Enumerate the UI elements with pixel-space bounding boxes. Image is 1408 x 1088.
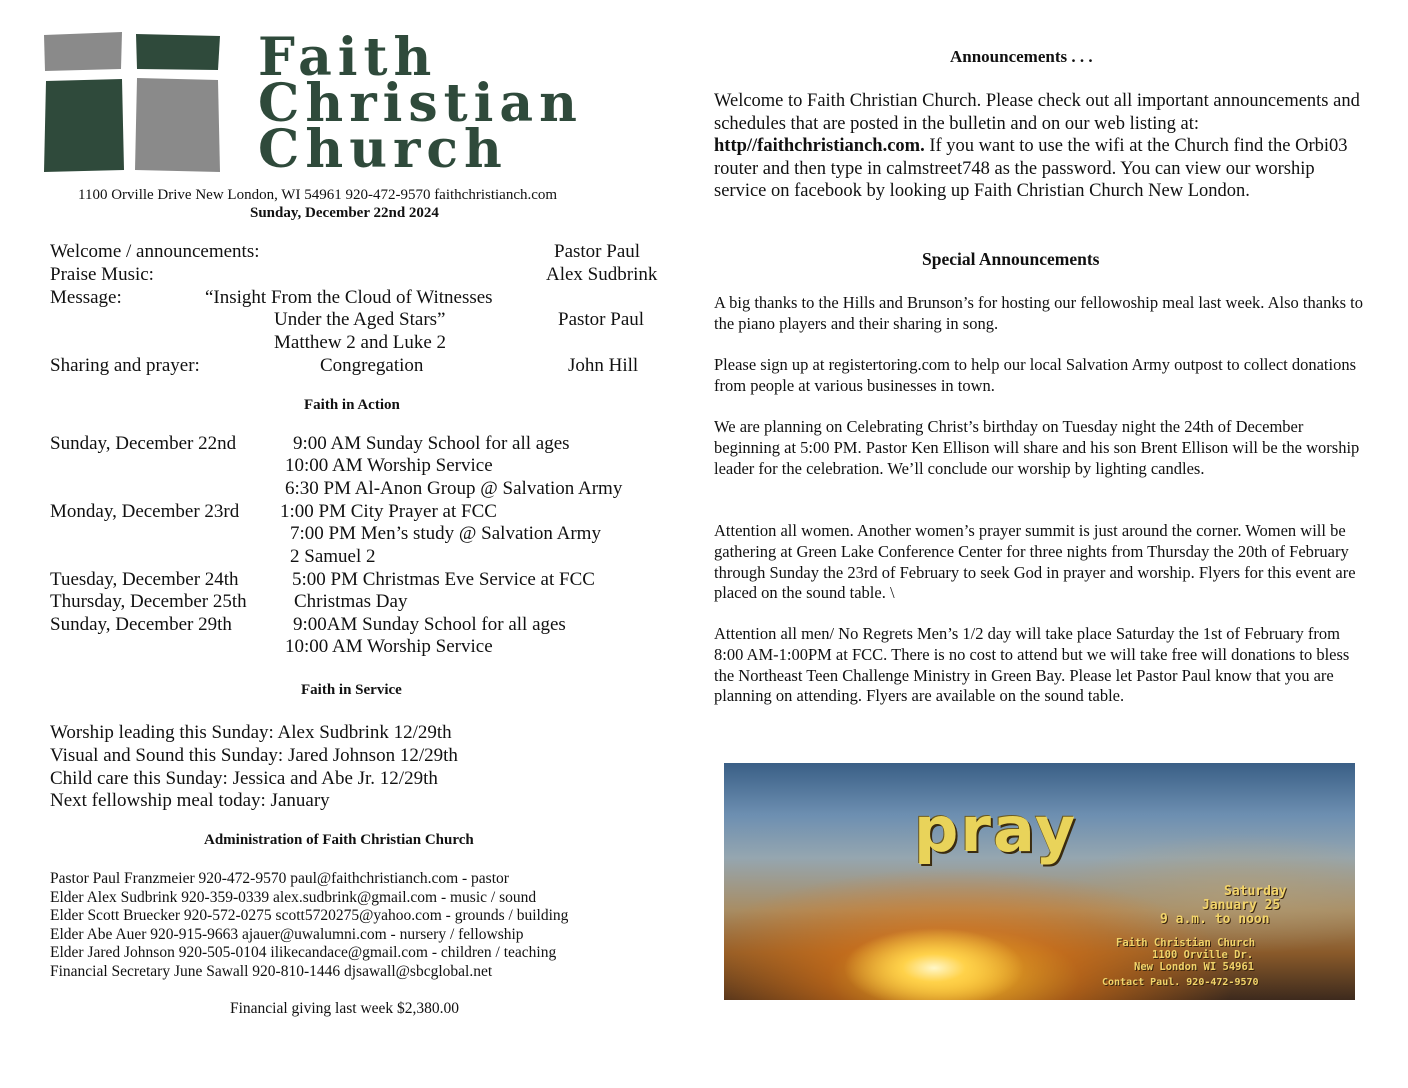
banner-time: 9 a.m. to noon	[1160, 912, 1270, 927]
logo-word-christian: Christian	[258, 73, 583, 134]
welcome-leader: Pastor Paul	[554, 241, 641, 262]
banner-day: Saturday	[1224, 884, 1287, 899]
admin-contact: Pastor Paul Franzmeier 920-472-9570 paul@faithchristianch.com - pastor	[50, 870, 509, 887]
faith-in-service-heading: Faith in Service	[301, 682, 402, 698]
admin-contact: Financial Secretary June Sawall 920-810-1446 djsawall@sbcglobal.net	[50, 963, 493, 980]
message-title-line1: “Insight From the Cloud of Witnesses	[205, 287, 493, 308]
faith-in-action-heading: Faith in Action	[304, 397, 400, 413]
sharing-label: Sharing and prayer:	[50, 355, 200, 376]
message-label: Message:	[50, 287, 122, 308]
schedule-event: 10:00 AM Worship Service	[285, 636, 493, 657]
welcome-text: Welcome to Faith Christian Church. Please check out all important announcements and schedules that are posted in the bulletin and on our web listing at:	[714, 91, 1360, 134]
banner-org: Faith Christian Church	[1116, 937, 1256, 949]
church-address: 1100 Orville Drive New London, WI 54961 920-472-9570 faithchristianch.com	[78, 187, 558, 203]
welcome-paragraph	[714, 90, 1364, 203]
logo-word-faith: Faith	[258, 27, 438, 88]
admin-contact: Elder Jared Johnson 920-505-0104 ilikecandace@gmail.com - children / teaching	[50, 944, 557, 961]
banner-street: 1100 Orville Dr.	[1152, 949, 1254, 961]
admin-contact: Elder Alex Sudbrink 920-359-0339 alex.sudbrink@gmail.com - music / sound	[50, 889, 537, 906]
announcement-mens-day: Attention all men/ No Regrets Men’s 1/2 day will take place Saturday the 1st of February from 8:00 AM-1:00PM at FCC. There is no cost to attend but we will take free will donations to bless the Northeast Teen Challenge Ministry in Green Bay. Please let Pastor Paul know that you are planning on attending. Flyers are available on the sound table.	[714, 624, 1350, 706]
schedule-event: 10:00 AM Worship Service	[285, 455, 493, 476]
schedule-day: Sunday, December 29th	[50, 614, 232, 635]
schedule-day: Tuesday, December 24th	[50, 569, 239, 590]
schedule-event: 6:30 PM Al-Anon Group @ Salvation Army	[285, 478, 623, 499]
schedule-event: 5:00 PM Christmas Eve Service at FCC	[292, 569, 595, 590]
logo-word-church: Church	[258, 119, 508, 180]
message-title-line2: Under the Aged Stars”	[274, 309, 446, 330]
schedule-event: Christmas Day	[294, 591, 408, 612]
service-line: Next fellowship meal today: January	[50, 790, 330, 811]
schedule-day: Monday, December 23rd	[50, 501, 240, 522]
sharing-leader: John Hill	[568, 355, 639, 376]
message-speaker: Pastor Paul	[558, 309, 645, 330]
announcement-christmas-eve: We are planning on Celebrating Christ’s birthday on Tuesday night the 24th of December beginning at 5:00 PM. Pastor Ken Ellison will share and his son Brent Ellison will be the worship leader for the celebration. We’ll conclude our worship by lighting candles.	[714, 417, 1360, 478]
sharing-group: Congregation	[320, 355, 424, 376]
pray-event-banner	[724, 763, 1355, 1000]
financial-giving: Financial giving last week $2,380.00	[230, 1000, 460, 1017]
admin-contact: Elder Scott Bruecker 920-572-0275 scott5720275@yahoo.com - grounds / building	[50, 907, 569, 924]
schedule-day: Sunday, December 22nd	[50, 433, 237, 454]
website-link[interactable]: http//faithchristianch.com.	[714, 136, 925, 157]
administration-heading: Administration of Faith Christian Church	[204, 832, 474, 848]
welcome-label: Welcome / announcements:	[50, 241, 260, 262]
announcement-thanks: A big thanks to the Hills and Brunson’s for hosting our fellowoship meal last week. Also thanks to the piano players and their sharing in song.	[714, 293, 1363, 333]
schedule-event: 9:00AM Sunday School for all ages	[293, 614, 566, 635]
banner-contact: Contact Paul. 920-472-9570	[1102, 977, 1259, 988]
praise-label: Praise Music:	[50, 264, 154, 285]
banner-title: pray	[914, 793, 1078, 866]
banner-city: New London WI 54961	[1134, 961, 1255, 973]
announcement-salvation-army: Please sign up at registertoring.com to help our local Salvation Army outpost to collect donations from people at various businesses in town.	[714, 355, 1357, 395]
bulletin-date: Sunday, December 22nd 2024	[250, 205, 439, 221]
service-line: Child care this Sunday: Jessica and Abe Jr. 12/29th	[50, 768, 438, 789]
banner-date: January 25	[1202, 898, 1281, 913]
schedule-event: 1:00 PM City Prayer at FCC	[280, 501, 497, 522]
service-line: Visual and Sound this Sunday: Jared Johnson 12/29th	[50, 745, 458, 766]
special-announcements-heading: Special Announcements	[922, 249, 1100, 269]
service-line: Worship leading this Sunday: Alex Sudbrink 12/29th	[50, 722, 452, 743]
message-scripture: Matthew 2 and Luke 2	[274, 332, 447, 353]
schedule-event: 7:00 PM Men’s study @ Salvation Army	[290, 523, 601, 544]
wifi-facebook-text: If you want to use the wifi at the Church find the Orbi03 router and then type in calmstreet748 as the password. You can view our worship service on facebook by looking up Faith Christian Church New London.	[714, 136, 1348, 202]
admin-contact: Elder Abe Auer 920-915-9663 ajauer@uwalumni.com - nursery / fellowship	[50, 926, 524, 943]
schedule-day: Thursday, December 25th	[50, 591, 247, 612]
announcements-heading: Announcements . . .	[950, 47, 1093, 66]
praise-leader: Alex Sudbrink	[546, 264, 658, 285]
schedule-event: 9:00 AM Sunday School for all ages	[293, 433, 570, 454]
schedule-event: 2 Samuel 2	[290, 546, 376, 567]
announcement-womens-summit: Attention all women. Another women’s prayer summit is just around the corner. Women will be gathering at Green Lake Conference Center for three nights from Thursday the 20th of February through Sunday the 23rd of February to seek God in prayer and worship. Flyers for this event are placed on the sound table. \	[714, 521, 1356, 603]
torn-cross-logo-mark	[42, 32, 222, 174]
